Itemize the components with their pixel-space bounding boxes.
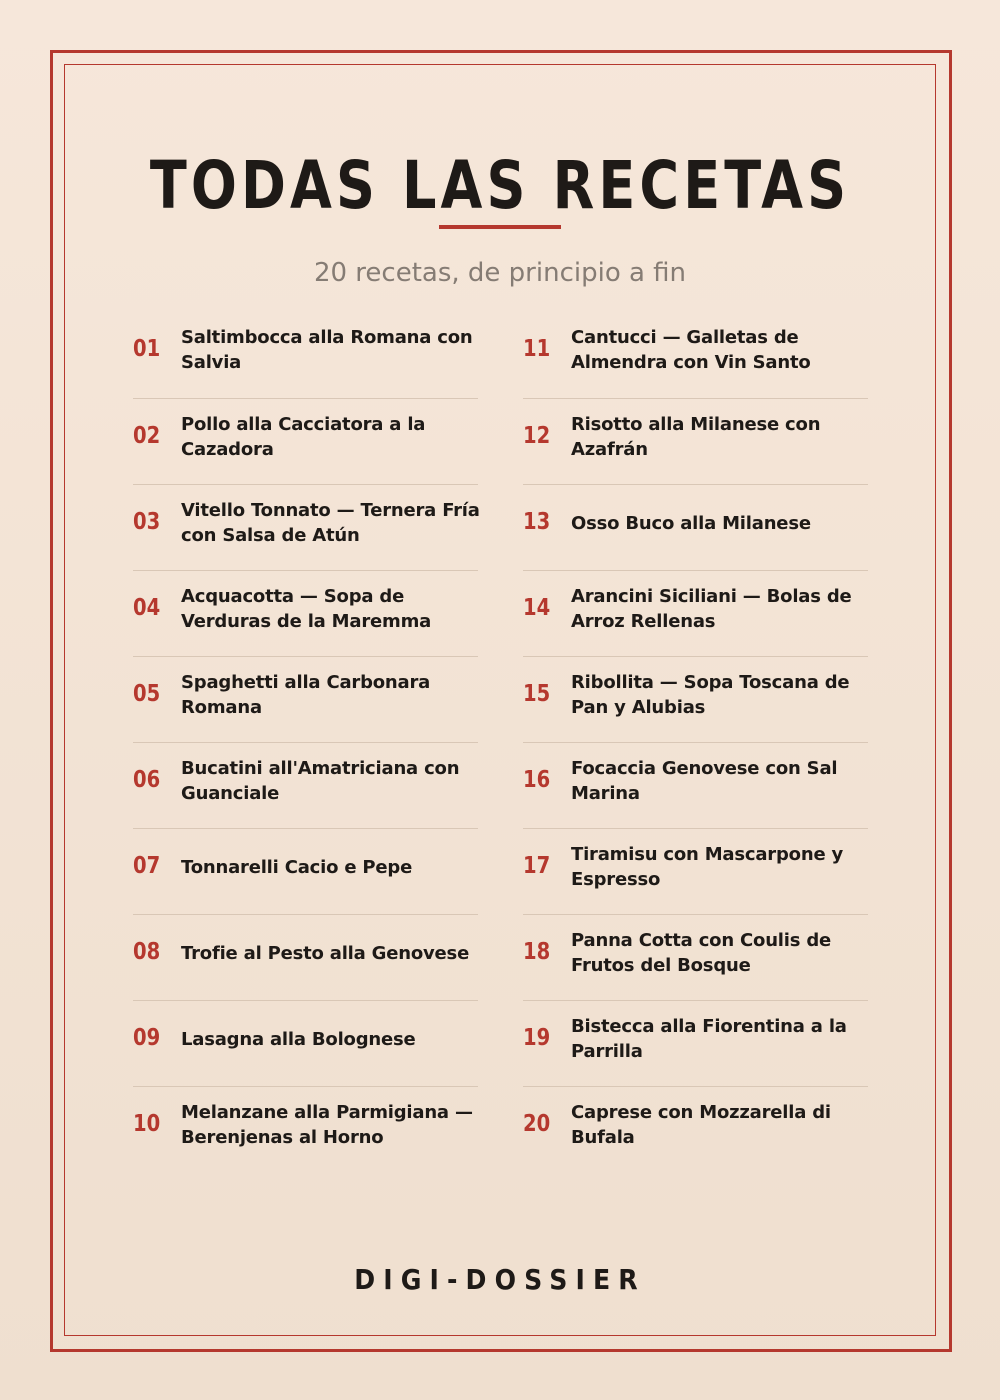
recipe-number: 15 <box>523 681 551 707</box>
recipe-item <box>523 914 868 1000</box>
recipe-number: 18 <box>523 939 551 965</box>
recipe-name: Vitello Tonnato — Ternera Fría con Salsa de Atún <box>181 500 480 546</box>
recipe-number: 11 <box>523 336 551 362</box>
recipe-number: 04 <box>133 595 161 621</box>
recipe-item <box>133 1000 478 1086</box>
title-underline <box>439 225 561 229</box>
recipe-name: Saltimbocca alla Romana con Salvia <box>181 327 473 373</box>
recipe-list-right <box>523 312 868 1172</box>
recipe-number: 01 <box>133 336 161 362</box>
recipe-name: Focaccia Genovese con Sal Marina <box>571 758 838 804</box>
recipe-name: Caprese con Mozzarella di Bufala <box>571 1102 831 1148</box>
recipe-name: Tonnarelli Cacio e Pepe <box>181 856 413 878</box>
recipe-item <box>133 312 478 398</box>
recipe-number: 08 <box>133 939 161 965</box>
recipe-item <box>523 398 868 484</box>
recipe-name: Ribollita — Sopa Toscana de Pan y Alubias <box>571 672 850 718</box>
recipe-number: 10 <box>133 1111 161 1137</box>
recipe-name: Bistecca alla Fiorentina a la Parrilla <box>571 1016 847 1062</box>
recipe-name: Bucatini all'Amatriciana con Guanciale <box>181 758 460 804</box>
recipe-item <box>133 1086 478 1172</box>
recipe-item <box>523 742 868 828</box>
recipe-name: Acquacotta — Sopa de Verduras de la Maremma <box>181 586 432 632</box>
recipe-item <box>133 914 478 1000</box>
recipe-name: Lasagna alla Bolognese <box>181 1028 416 1050</box>
recipe-item <box>133 828 478 914</box>
recipe-number: 07 <box>133 853 161 879</box>
recipe-item <box>523 1000 868 1086</box>
recipe-name: Cantucci — Galletas de Almendra con Vin Santo <box>571 327 811 373</box>
recipe-item <box>523 312 868 398</box>
recipe-number: 12 <box>523 423 551 449</box>
recipe-number: 17 <box>523 853 551 879</box>
recipe-number: 06 <box>133 767 161 793</box>
recipe-name: Pollo alla Cacciatora a la Cazadora <box>181 414 426 460</box>
recipe-number: 05 <box>133 681 161 707</box>
recipe-number: 02 <box>133 423 161 449</box>
recipe-item <box>523 828 868 914</box>
recipe-name: Tiramisu con Mascarpone y Espresso <box>571 844 844 890</box>
recipe-name: Spaghetti alla Carbonara Romana <box>181 672 431 718</box>
recipe-item <box>133 570 478 656</box>
recipe-item <box>133 484 478 570</box>
recipe-name: Osso Buco alla Milanese <box>571 512 811 534</box>
recipe-list-left <box>133 312 478 1172</box>
recipe-number: 03 <box>133 509 161 535</box>
recipe-name: Risotto alla Milanese con Azafrán <box>571 414 821 460</box>
recipe-item <box>523 656 868 742</box>
recipe-number: 14 <box>523 595 551 621</box>
recipe-number: 13 <box>523 509 551 535</box>
brand-footer: DIGI-DOSSIER <box>354 1263 646 1296</box>
recipe-number: 20 <box>523 1111 551 1137</box>
recipe-item <box>523 1086 868 1172</box>
recipe-name: Panna Cotta con Coulis de Frutos del Bosque <box>571 930 832 976</box>
recipe-name: Melanzane alla Parmigiana — Berenjenas al Horno <box>181 1102 473 1148</box>
recipe-item <box>523 484 868 570</box>
recipe-name: Arancini Siciliani — Bolas de Arroz Rellenas <box>571 586 852 632</box>
recipe-item <box>133 398 478 484</box>
recipe-name: Trofie al Pesto alla Genovese <box>181 942 470 964</box>
recipe-number: 19 <box>523 1025 551 1051</box>
recipe-item <box>133 656 478 742</box>
recipe-number: 09 <box>133 1025 161 1051</box>
recipe-number: 16 <box>523 767 551 793</box>
page-subtitle: 20 recetas, de principio a fin <box>313 258 687 288</box>
page-title: TODAS LAS RECETAS <box>149 147 851 224</box>
recipe-item <box>523 570 868 656</box>
recipe-item <box>133 742 478 828</box>
